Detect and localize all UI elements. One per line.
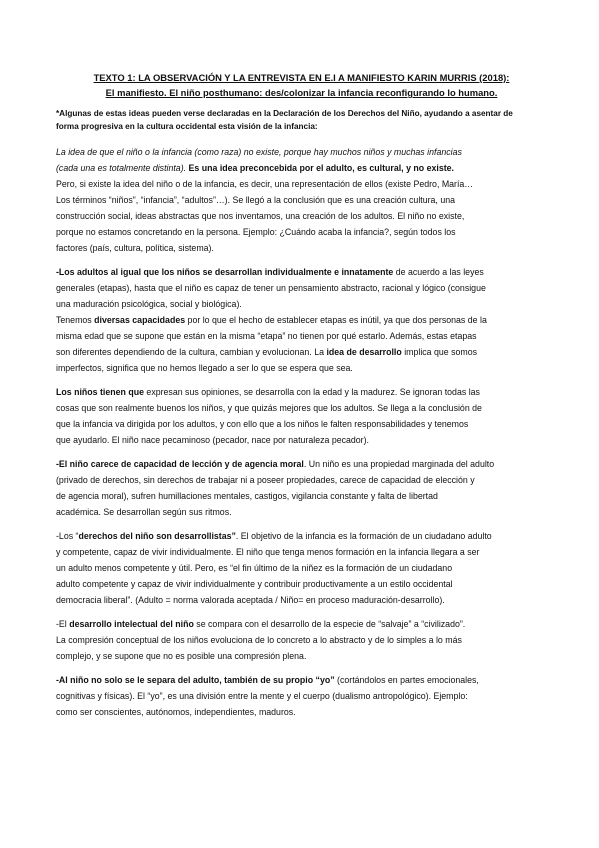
paragraph-text: . bbox=[183, 162, 189, 173]
title-line-1: TEXTO 1: LA OBSERVACIÓN Y LA ENTREVISTA EN E.I A MANIFIESTO KARIN MURRIS (2018): bbox=[93, 72, 510, 83]
paragraph-line: que la infancia va dirigida por los adultos, y con ello que a los niños le falten responsabilidades y tenemos bbox=[56, 418, 469, 429]
intro-note bbox=[56, 107, 547, 134]
paragraph-line: adulto competente y capaz de vivir individualmente y contribuir productivamente a un estilo occidental bbox=[56, 578, 453, 589]
paragraph-emphasis: idea de desarrollo bbox=[326, 346, 402, 357]
paragraph-emphasis: derechos del niño son desarrollistas” bbox=[78, 530, 236, 541]
paragraph-self-separation bbox=[56, 672, 547, 720]
paragraph-emphasis: -El niño carece de capacidad de lección y de agencia moral bbox=[56, 458, 304, 469]
paragraph-emphasis: diversas capacidades bbox=[94, 314, 186, 325]
paragraph-emphasis: desarrollo intelectual del niño bbox=[69, 618, 194, 629]
paragraph-line: factores (país, cultura, política, sistema). bbox=[56, 242, 214, 253]
paragraph-line: imperfectos, significa que no hemos llegado a ser lo que se espera que sea. bbox=[56, 362, 353, 373]
document-title bbox=[56, 70, 547, 100]
paragraph-line: que ayudarlo. El niño nace pecaminoso (pecador, nace por naturaleza pecador). bbox=[56, 434, 369, 445]
paragraph-line: construcción social, ideas abstractas que nos inventamos, una creación de los adultos. El niño no existe, bbox=[56, 210, 465, 221]
paragraph-development bbox=[56, 264, 547, 376]
paragraph-text: . Un niño es una propiedad marginada del adulto bbox=[303, 458, 495, 469]
paragraph-line: La idea de que el niño o la infancia (como raza) no existe, porque hay muchos niños y muchas infancias bbox=[56, 146, 462, 157]
paragraph-line: académica. Se desarrollan según sus ritmos. bbox=[56, 506, 232, 517]
paragraph-line: cosas que son realmente buenos los niños, y que quizás mejores que los adultos. Se llega a la conclusión de bbox=[56, 402, 482, 413]
paragraph-text: . bbox=[451, 162, 454, 173]
paragraph-text: de acuerdo a las leyes bbox=[393, 266, 484, 277]
paragraph-text: (cortándolos en partes emocionales, bbox=[334, 674, 479, 685]
paragraph-line: una maduración psicológica, social y biológica). bbox=[56, 298, 242, 309]
paragraph-moral-agency bbox=[56, 456, 547, 520]
intro-line-2: forma progresiva en la cultura occidental esta visión de la infancia: bbox=[56, 122, 318, 132]
paragraph-intellectual-development bbox=[56, 616, 547, 664]
paragraph-children-opinions bbox=[56, 384, 547, 448]
paragraph-text: implica que somos bbox=[401, 346, 478, 357]
paragraph-text: Tenemos bbox=[56, 314, 95, 325]
paragraph-line: La compresión conceptual de los niños evoluciona de lo concreto a lo abstracto y de lo simples a lo más bbox=[56, 634, 462, 645]
paragraph-line: complejo, y se supone que no es posible una compresión plena. bbox=[56, 650, 307, 661]
paragraph-text: . El objetivo de la infancia es la formación de un ciudadano adulto bbox=[235, 530, 492, 541]
paragraph-text: se compara con el desarrollo de la especie de “salvaje” a “civilizado”. bbox=[193, 618, 466, 629]
paragraph-line: Pero, si existe la idea del niño o de la infancia, es decir, una representación de ellos (existe Pedro, María… bbox=[56, 178, 474, 189]
paragraph-emphasis: -Al niño no solo se le separa del adulto, también de su propio “yo” bbox=[56, 674, 335, 685]
paragraph-child-idea bbox=[56, 144, 547, 256]
paragraph-line: de agencia moral), sufren humillaciones mentales, castigos, vigilancia constante y falta de libertad bbox=[56, 490, 438, 501]
paragraph-line: Los términos “niños”, “infancia”, “adultos”…). Se llegó a la conclusión que es una creación cultura, una bbox=[56, 194, 455, 205]
paragraph-line: porque no estamos concretando en la persona. Ejemplo: ¿Cuándo acaba la infancia?, según todos los bbox=[56, 226, 456, 237]
paragraph-text: por lo que el hecho de establecer etapas es inútil, ya que dos personas de la bbox=[185, 314, 487, 325]
paragraph-line: generales (etapas), hasta que el niño es capaz de tener un pensamiento abstracto, racional y lógico (consigue bbox=[56, 282, 486, 293]
paragraph-text: -El bbox=[56, 618, 70, 629]
paragraph-emphasis: Es una idea preconcebida por el adulto, es cultural, y no existe bbox=[188, 162, 452, 173]
paragraph-text: son diferentes dependiendo de la cultura, cambian y evolucionan. La bbox=[56, 346, 327, 357]
intro-line-1: *Algunas de estas ideas pueden verse declaradas en la Declaración de los Derechos del Niño, ayudando a asentar de bbox=[56, 109, 513, 118]
paragraph-text: (cada una es totalmente distinta) bbox=[56, 162, 184, 173]
paragraph-line: como ser conscientes, autónomos, independientes, maduros. bbox=[56, 706, 296, 717]
paragraph-emphasis: -Los adultos al igual que los niños se desarrollan individualmente e innatamente bbox=[56, 266, 394, 277]
paragraph-line: cognitivas y físicas). El “yo”, es una división entre la mente y el cuerpo (dualismo antropológico). Ejemplo: bbox=[56, 690, 468, 701]
paragraph-text: expresan sus opiniones, se desarrolla con la edad y la madurez. Se ignoran todas las bbox=[143, 386, 480, 397]
paragraph-emphasis: Los niños tienen que bbox=[56, 386, 144, 397]
paragraph-text: -Los “ bbox=[56, 530, 79, 541]
paragraph-line: y competente, capaz de vivir individualmente. El niño que tenga menos formación en la infancia llegara a ser bbox=[56, 546, 480, 557]
title-line-2: El manifiesto. El niño posthumano: des/colonizar la infancia reconfigurando lo humano. bbox=[105, 87, 498, 98]
paragraph-line: democracia liberal”. (Adulto = norma valorada aceptada / Niño= en proceso maduración-desarrollo). bbox=[56, 594, 445, 605]
paragraph-child-rights bbox=[56, 528, 547, 608]
paragraph-line: un adulto menos competente y útil. Pero, es “el fin último de la niñez es la formación de un ciudadano bbox=[56, 562, 453, 573]
paragraph-line: (privado de derechos, sin derechos de trabajar ni a poseer propiedades, carece de capacidad de elección y bbox=[56, 474, 475, 485]
paragraph-line: misma edad que se supone que están en la misma “etapa” no tienen por qué estarlo. Además, estas etapas bbox=[56, 330, 477, 341]
